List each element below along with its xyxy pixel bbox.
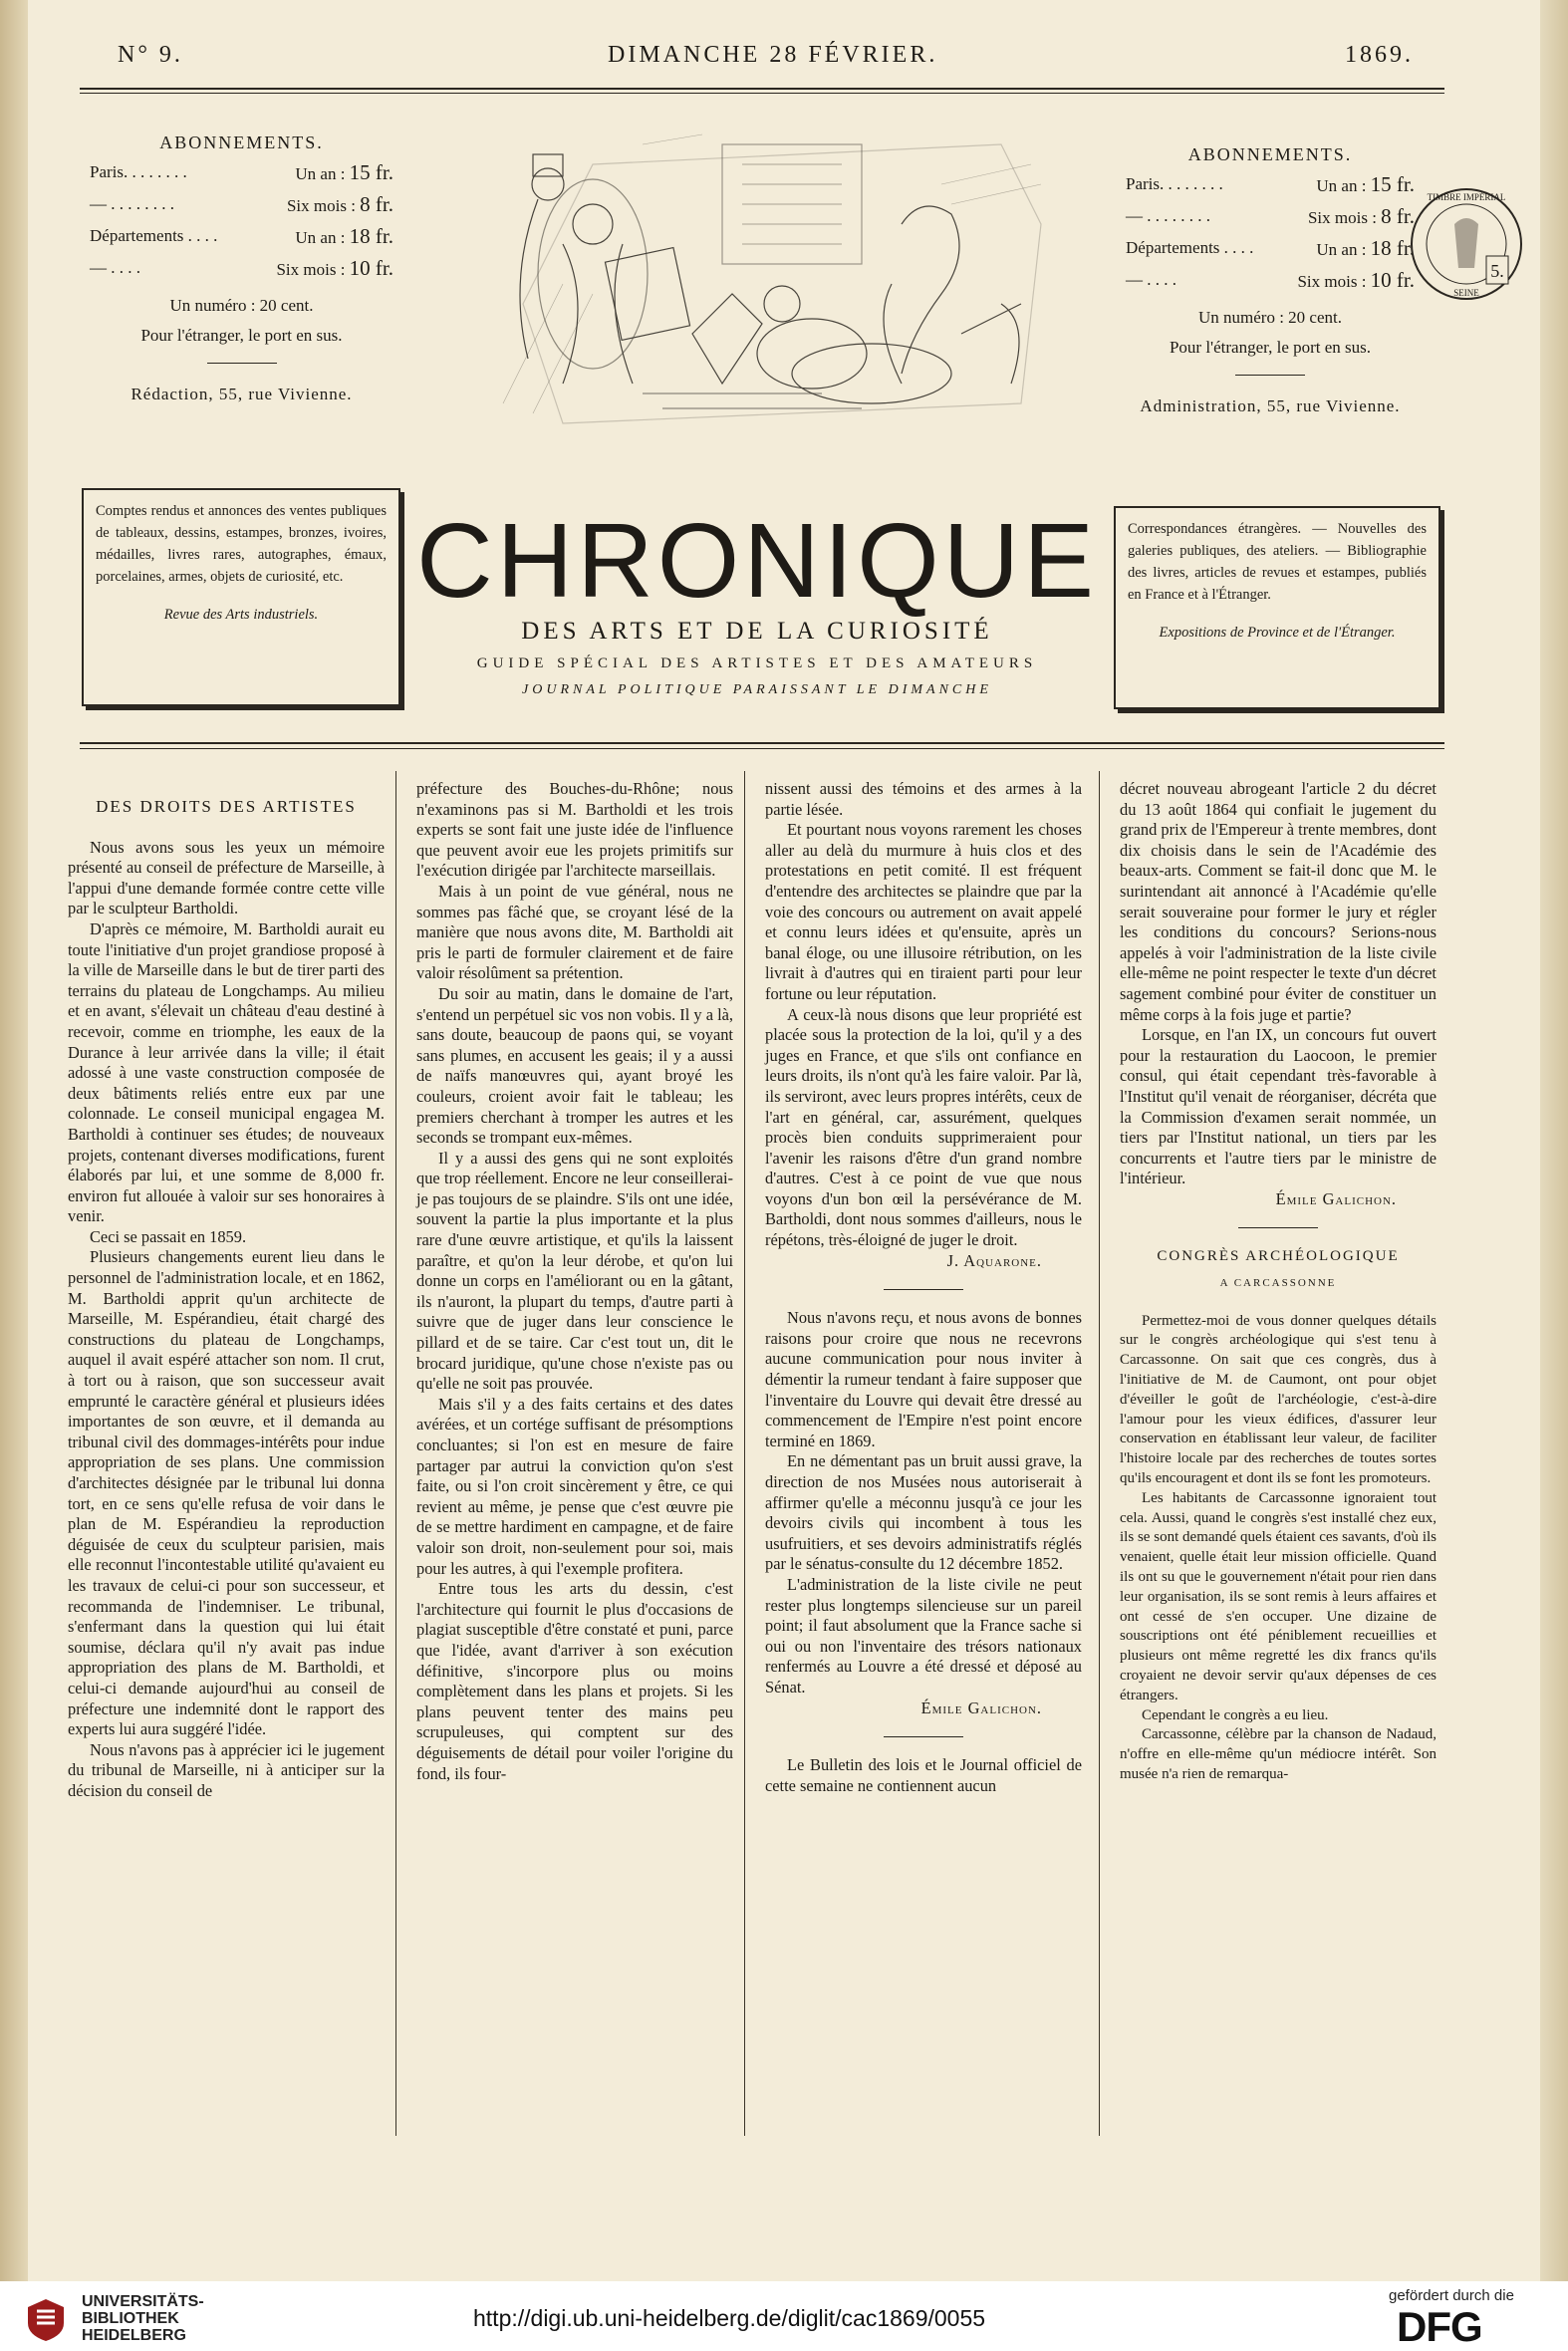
column-1 bbox=[68, 797, 385, 1802]
library-name: UNIVERSITÄTS- BIBLIOTHEK HEIDELBERG bbox=[82, 2293, 204, 2344]
signature: Émile Galichon. bbox=[920, 1698, 1042, 1717]
paragraph: Carcassonne, célèbre par la chanson de Nadaud, n'offre en elle-même qu'un médiocre intérêt. Son musée n'a rien de remarqua- bbox=[1120, 1726, 1437, 1782]
paragraph: Plusieurs changements eurent lieu dans le personnel de l'administration locale, et en 1862, M. Bartholdi apprit qu'un architecte de Marseille, M. Espérandieu, était chargé des constructions du plateau de Longchamps, auquel il avait espéré attacher son nom. Il crut, à tort ou à raison, que son successeur avait emprunté le caractère général et plusieurs idées importantes de son œuvre, et il demanda au tribunal civil des dommages-intérêts pour indue appropriation de ses plans. Une commission d'architectes désignée par le tribunal lui donna tort, en ce sens qu'elle refusa de voir dans le plan de M. Espérandieu la reproduction déguisée de ceux du sculpteur parisien, mais elle reconnut l'incontestable utilité qu'avaient eu les travaux de celui-ci pour son successeur, et recommanda de l'indemniser. Le tribunal, s'enfermant dans la question qui lui était soumise, déclara qu'il n'y avait pas indue appropriation des plans de M. Bartholdi, et celui-ci demande aujourd'hui au conseil de préfecture une indemnité dont le rapport des experts lui aura suggéré l'idée. bbox=[68, 1247, 385, 1739]
foreign-note: Pour l'étranger, le port en sus. bbox=[140, 326, 343, 345]
paragraph: D'après ce mémoire, M. Bartholdi aurait eu toute l'initiative d'un projet grandiose proposé à la ville de Marseille dans le but de tirer parti des terrains du plateau de Longchamps. Au milieu et en avant, s'élevait un château d'eau destiné à recevoir, comme en triomphe, les eaux de la Durance à leur arrivée dans la ville; il était adossé à une vaste construction composée de deux bâtiments reliés entre eux par une colonnade. Le conseil municipal engagea M. Bartholdi à continuer ses études; de nouveaux projets, contenant diverses modifications, furent élaborés par lui, et une somme de 8,000 fr. environ fut allouée à valoir sur ses honoraires à venir. bbox=[68, 918, 385, 1226]
single-copy-price: Un numéro : 20 cent. bbox=[169, 296, 314, 315]
rate-row: — . . . . . . . . Six mois : 8 fr. bbox=[90, 192, 393, 216]
newspaper-guide: GUIDE SPÉCIAL DES ARTISTES ET DES AMATEURS bbox=[476, 655, 1038, 671]
paragraph: Nous n'avons pas à apprécier ici le jugement du tribunal de Marseille, ni à anticiper sur la décision du conseil de bbox=[68, 1739, 385, 1800]
column-2 bbox=[416, 779, 733, 1784]
permalink-url[interactable]: http://digi.ub.uni-heidelberg.de/diglit/cac1869/0055 bbox=[473, 2305, 986, 2331]
paragraph: Permettez-moi de vous donner quelques détails sur le congrès archéologique qui s'est tenu à Carcassonne. On sait que ces congrès, dus à l'initiative de M. de Caumont, ont pour objet d'éveiller le goût de l'archéologie, c'est-à-dire l'amour pour les vieux édifices, d'assurer leur conservation en établissant leur valeur, de faciliter l'histoire locale par des recherches de toutes sortes qu'ils encouragent et dont ils se font les promoteurs. bbox=[1120, 1312, 1437, 1487]
tax-stamp-icon bbox=[1407, 184, 1526, 304]
paragraph: Mais à un point de vue général, nous ne sommes pas fâché que, se croyant lésé de la manière que nous avons dite, M. Bartholdi ait pris le parti de formuler clairement et de faire valoir résolûment sa prétention. bbox=[416, 881, 733, 983]
stamp-value: 5. bbox=[1490, 261, 1504, 281]
paragraph: Mais s'il y a des faits certains et des dates avérées, et un cortége suffisant de présomptions concluantes; si l'on est en mesure de faire partager par autrui la conviction qu'on s'est faite, ou si l'on croit sincèrement y être, ce qui revient au même, je pense que c'est œuvre pie de se mettre hardiment en campagne, et de faire valoir son droit, non-seulement pour soi, mais pour les autres, à qui l'exemple profitera. bbox=[416, 1394, 733, 1578]
divider bbox=[884, 1289, 963, 1290]
paragraph: décret nouveau abrogeant l'article 2 du décret du 13 août 1864 qui confiait le jugement du grand prix de l'Empereur à trente membres, dont dix choisis dans le sein de l'Académie des beaux-arts. Comment se fait-il donc que M. le surintendant ait annoncé à l'Académie qu'elle serait souveraine pour former le jury et régler les conditions du concours? Serions-nous appelés à voir l'administration de la liste civile elle-même ne point respecter le texte d'un décret sagement combiné pour éviter de constituer un même corps à la fois juge et partie? bbox=[1120, 779, 1437, 1024]
masthead-rule-thin bbox=[80, 748, 1444, 749]
single-copy-price: Un numéro : 20 cent. bbox=[1198, 308, 1342, 327]
article-subtitle: A CARCASSONNE bbox=[1219, 1277, 1337, 1290]
paragraph: Et pourtant nous voyons rarement les choses aller au delà du murmure à huis clos et des protestations en petit comité. Il est fréquent d'entendre des architectes se plaindre que par la voie des concours ou autrement on avait appelé et connu leurs idées et qu'ensuite, après un banal éloge, ou une illusoire rétribution, on les livrait à d'autres qui en tiraient parti pour leur fortune ou leur réputation. bbox=[765, 820, 1082, 1003]
subscriptions-title: ABONNEMENTS. bbox=[159, 132, 324, 152]
paragraph: Nous n'avons reçu, et nous avons de bonnes raisons pour croire que nous ne recevrons aucune communication pour nous inviter à démentir la rumeur tendant à faire supposer que l'inventaire du Louvre qui devait être dressé au commencement de l'Empire n'est point encore terminé en 1869. bbox=[765, 1308, 1082, 1450]
rate-row: — . . . . Six mois : 10 fr. bbox=[1126, 268, 1415, 292]
services-footer: Revue des Arts industriels. bbox=[163, 607, 319, 623]
paragraph: nissent aussi des témoins et des armes à la partie lésée. bbox=[765, 779, 1082, 819]
digitization-footer bbox=[0, 2281, 1568, 2351]
divider bbox=[207, 363, 277, 364]
paragraph: préfecture des Bouches-du-Rhône; nous n'examinons pas si M. Bartholdi et les trois experts se sont fait une juste idée de l'influence que peuvent avoir eue les projets primitifs sur l'exécution dirigée par l'architecte marseillais. bbox=[416, 779, 733, 881]
university-seal-icon bbox=[22, 2295, 70, 2343]
funding-label: gefördert durch die bbox=[1389, 2287, 1514, 2304]
stamp-bottom-text: SEINE bbox=[1453, 288, 1479, 298]
issue-year: 1869. bbox=[1345, 42, 1414, 68]
signature: J. Aquarone. bbox=[946, 1250, 1042, 1270]
newspaper-title: CHRONIQUE bbox=[416, 502, 1098, 620]
services-box-right bbox=[1114, 506, 1440, 709]
column-divider bbox=[395, 771, 396, 2136]
stamp-top-text: TIMBRE IMPÉRIAL bbox=[1427, 192, 1506, 202]
article-title: DES DROITS DES ARTISTES bbox=[96, 797, 357, 816]
masthead-engraving-illustration bbox=[443, 105, 1091, 448]
rate-row: — . . . . Six mois : 10 fr. bbox=[90, 256, 393, 280]
paragraph: Il y a aussi des gens qui ne sont exploités que trop réellement. Encore ne leur conseillerai-je pas toujours de se plaindre. S'ils ont une idée, souvent la partie la plus importante et la plus rare d'une œuvre artistique, et qu'ils la laissent paraître, et qu'on la leur dérobe, et qu'on lui donne un corps en l'améliorant ou en la gâtant, ils n'auront, la plupart du temps, d'autre parti à suivre que de juger dans leur conscience le pillard et de se taire. Car c'est tout un, dit le brocard juridique, qu'une chose n'existe pas ou qu'elle ne soit pas prouvée. bbox=[416, 1148, 733, 1394]
signature: Émile Galichon. bbox=[1275, 1188, 1397, 1208]
paragraph: A ceux-là nous disons que leur propriété est placée sous la protection de la loi, qu'il y a des juges en France, et que s'ils ont confiance en leurs droits, ils n'ont qu'à les faire valoir. Par là, ils serviront, avec leurs propres intérêts, ceux de l'art en général, car, assurément, quelques procès bien conduits supprimeraient pour l'avenir les raisons d'être d'un grand nombre d'autres. C'est à ce point de vue que nous voyons d'un bon œil la persévérance de M. Bartholdi, dont nous sommes d'ailleurs, nous le répétons, très-éloigné de juger le droit. bbox=[765, 1004, 1082, 1250]
services-box-left bbox=[82, 488, 400, 706]
divider bbox=[884, 1736, 963, 1737]
rate-row: — . . . . . . . . Six mois : 8 fr. bbox=[1126, 204, 1415, 228]
header-rule bbox=[80, 88, 1444, 90]
masthead-rule bbox=[80, 742, 1444, 744]
newspaper-tagline: JOURNAL POLITIQUE PARAISSANT LE DIMANCHE bbox=[522, 682, 992, 697]
column-3 bbox=[765, 779, 1082, 1796]
services-footer: Expositions de Province et de l'Étranger. bbox=[1159, 625, 1396, 641]
article-title: CONGRÈS ARCHÉOLOGIQUE bbox=[1157, 1248, 1400, 1265]
rate-row: Paris. . . . . . . . Un an : 15 fr. bbox=[1126, 172, 1415, 196]
paragraph: En ne démentant pas un bruit aussi grave, la direction de nos Musées nous autoriserait à affirmer qu'elle a méconnu jusqu'à ce jour les devoirs civils qui incombent à tous les usufruitiers, et ses devoirs administratifs réglés par le sénatus-consulte du 12 décembre 1852. bbox=[765, 1451, 1082, 1574]
column-4 bbox=[1120, 779, 1437, 1785]
paragraph: L'administration de la liste civile ne peut rester plus longtemps silencieuse sur un pareil point; il faut absolument que la France sache si oui ou non l'inventaire des trésors nationaux renfermés au Louvre a été dressé et déposé au Sénat. bbox=[765, 1574, 1082, 1697]
paragraph: Ceci se passait en 1859. bbox=[90, 1226, 247, 1246]
administration-office: Administration, 55, rue Vivienne. bbox=[1140, 396, 1401, 415]
dfg-logo: DFG bbox=[1397, 2303, 1482, 2350]
rate-row: Paris. . . . . . . . Un an : 15 fr. bbox=[90, 160, 393, 184]
issue-number: N° 9. bbox=[118, 42, 183, 68]
masthead bbox=[379, 502, 1136, 698]
column-divider bbox=[744, 771, 745, 2136]
subscriptions-title: ABONNEMENTS. bbox=[1187, 144, 1353, 164]
page-edge bbox=[1540, 0, 1568, 2281]
paragraph: Entre tous les arts du dessin, c'est l'architecture qui fournit le plus d'occasions de plagiat susceptible d'être constaté et puni, parce que l'idée, avant d'arriver à son exécution définitive, s'incorpore plus ou moins complètement dans les plans et projets. Si les plans peuvent tenter des mains peu scrupuleuses, qui comptent sur des déguisements de détail pour voiler l'origine du fond, ils four- bbox=[416, 1579, 733, 1783]
rate-row: Départements . . . . Un an : 18 fr. bbox=[90, 224, 393, 248]
services-text: Correspondances étrangères. — Nouvelles des galeries publiques, des ateliers. — Bibliographie des livres, articles de revues et estampes, publiés en France et à l'Étranger. bbox=[1128, 521, 1427, 603]
header-rule-thin bbox=[80, 93, 1444, 94]
services-text: Comptes rendus et annonces des ventes publiques de tableaux, dessins, estampes, bronzes, ivoires, médailles, livres rares, autographes, émaux, porcelaines, armes, objets de curiosité, etc. bbox=[96, 503, 387, 585]
issue-date: DIMANCHE 28 FÉVRIER. bbox=[608, 42, 938, 68]
book-spine bbox=[0, 0, 29, 2281]
editorial-office: Rédaction, 55, rue Vivienne. bbox=[131, 385, 353, 403]
paragraph: Du soir au matin, dans le domaine de l'art, s'entend un perpétuel sic vos non vobis. Il y a là, sans doute, beaucoup de paons qui, se voyant sans plumes, en accusent les geais; il y a aussi de naïfs manœuvres qui, ayant broyé les couleurs, croient avoir fait le tableau; les premiers cherchant à tromper les autres et les seconds se trompant eux-mêmes. bbox=[416, 983, 733, 1148]
foreign-note: Pour l'étranger, le port en sus. bbox=[1169, 338, 1372, 357]
paragraph: Nous avons sous les yeux un mémoire présenté au conseil de préfecture de Marseille, à l'appui d'une demande formée contre cette ville par le sculpteur Bartholdi. bbox=[68, 837, 385, 918]
paragraph: Lorsque, en l'an IX, un concours fut ouvert pour la restauration du Laocoon, le premier consul, qui était cependant très-favorable à l'Institut qu'il venait de réorganiser, décréta que la Commission d'examen serait nommée, un tiers par l'Institut national, un tiers par les concurrents et l'autre tiers par le ministre de l'intérieur. bbox=[1120, 1025, 1437, 1188]
subscriptions-right bbox=[1126, 139, 1415, 421]
paragraph: Le Bulletin des lois et le Journal officiel de cette semaine ne contiennent aucun bbox=[765, 1755, 1082, 1795]
divider bbox=[1238, 1227, 1318, 1228]
subscriptions-left bbox=[90, 128, 393, 409]
newspaper-subtitle: DES ARTS ET DE LA CURIOSITÉ bbox=[521, 618, 993, 645]
paragraph: Cependant le congrès a eu lieu. bbox=[1142, 1706, 1329, 1723]
paragraph: Les habitants de Carcassonne ignoraient tout cela. Aussi, quand le congrès s'est installé chez eux, ils se sont demandé quels étaient ces savants, d'où ils venaient, quelle était leur mission officielle. Quand ils ont su que le gouvernement n'était pour rien dans leur organisation, ils se sont remis à leurs affaires et ont cessé de s'en occuper. Une dizaine de souscriptions ont été péniblement recueillies et plusieurs ont même regretté les dix francs qu'ils croyaient ne devoir servir qu'aux dépenses de ces étrangers. bbox=[1120, 1489, 1437, 1703]
column-divider bbox=[1099, 771, 1100, 2136]
rate-row: Départements . . . . Un an : 18 fr. bbox=[1126, 236, 1415, 260]
divider bbox=[1235, 375, 1305, 376]
